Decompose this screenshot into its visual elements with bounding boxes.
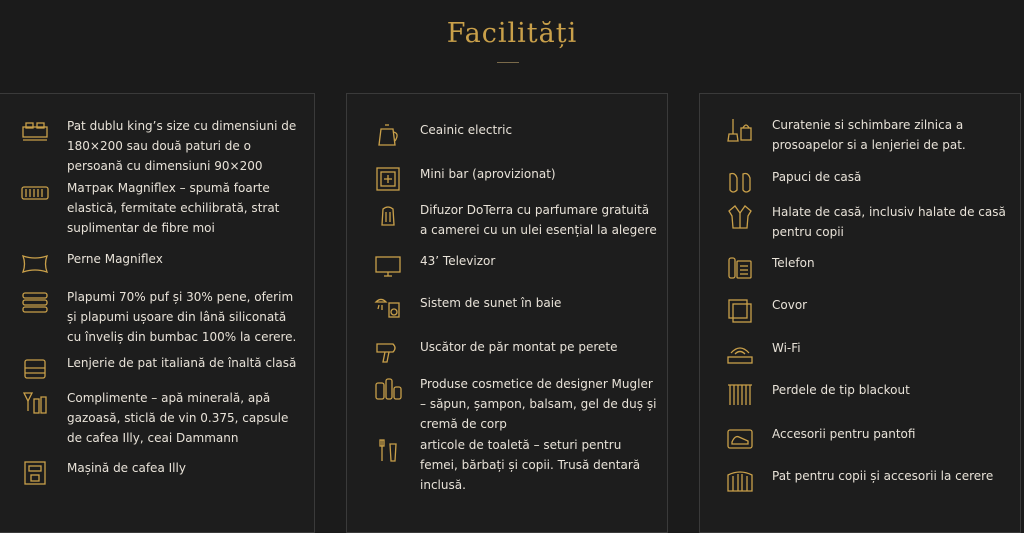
drinks-icon [19, 388, 51, 418]
cleaning-icon [724, 115, 756, 145]
list-item-label: articole de toaletă – seturi pentru femei, bărbați și copii. Trusă dentară inclusă. [420, 438, 641, 492]
list-item-label: Lenjerie de pat italiană de înaltă clasă [67, 356, 297, 370]
list-item-label: Sistem de sunet în baie [420, 296, 562, 310]
hairdryer-icon [372, 337, 404, 367]
list-item [372, 164, 657, 194]
minibar-icon [372, 164, 404, 194]
list-item [372, 337, 657, 367]
list-item-label: Produse cosmetice de designer Mugler – săpun, șampon, balsam, gel de duș și cremă de corp [420, 377, 657, 431]
blanket-icon [19, 287, 51, 317]
amenities-column-3 [699, 93, 1021, 533]
curtain-icon [724, 380, 756, 410]
list-item [724, 253, 1009, 283]
slippers-icon [724, 167, 756, 197]
list-item [19, 249, 304, 279]
list-item-label: Uscător de păr montat pe perete [420, 340, 618, 354]
list-item-label: Telefon [772, 256, 815, 270]
list-item [372, 435, 657, 495]
linen-icon [19, 353, 51, 383]
list-item-label: Papuci de casă [772, 170, 862, 184]
list-item-label: Ceainic electric [420, 123, 513, 137]
toothbrush-icon [372, 435, 404, 465]
list-item-label: Pat pentru copii și accesorii la cerere [772, 469, 994, 483]
list-item [19, 178, 304, 238]
list-item [19, 116, 304, 176]
phone-icon [724, 253, 756, 283]
list-item [372, 374, 657, 434]
mattress-icon [19, 178, 51, 208]
shower-speaker-icon [372, 293, 404, 323]
carpet-icon [724, 295, 756, 325]
list-item-label: Plapumi 70% puf și 30% pene, oferim și plapumi ușoare din lână siliconată cu înveliș din bumbac 100% la cerere. [67, 290, 297, 344]
list-item [724, 466, 1009, 496]
list-item-label: Complimente – apă minerală, apă gazoasă, sticlă de vin 0.375, capsule de cafea Illy, ceai Dammann [67, 391, 289, 445]
list-item [724, 424, 1009, 454]
bathrobe-icon [724, 202, 756, 232]
list-item-label: Difuzor DoTerra cu parfumare gratuită a camerei cu un ulei esențial la alegere [420, 203, 657, 237]
pillow-icon [19, 249, 51, 279]
list-item [372, 200, 657, 240]
list-item [724, 338, 1009, 368]
list-item [724, 115, 1009, 155]
list-item-label: Halate de casă, inclusiv halate de casă pentru copii [772, 205, 1006, 239]
coffee-machine-icon [19, 458, 51, 488]
crib-icon [724, 466, 756, 496]
list-item-label: Mini bar (aprovizionat) [420, 167, 556, 181]
list-item [724, 295, 1009, 325]
list-item [372, 251, 657, 281]
list-item-label: Covor [772, 298, 808, 312]
page-title: Facilități [446, 18, 578, 49]
shoe-accessories-icon [724, 424, 756, 454]
list-item [724, 167, 1009, 197]
list-item [19, 287, 304, 347]
list-item-label: Mașină de cafea Illy [67, 461, 186, 475]
amenities-column-2 [346, 93, 668, 533]
list-item-label: Perdele de tip blackout [772, 383, 910, 397]
list-item-label: Accesorii pentru pantofi [772, 427, 916, 441]
diffuser-icon [372, 200, 404, 230]
list-item-label: Curatenie si schimbare zilnica a prosoapelor si a lenjeriei de pat. [772, 118, 966, 152]
list-item [372, 120, 657, 150]
title-divider [497, 62, 519, 63]
list-item-label: 43’ Televizor [420, 254, 496, 268]
list-item [372, 293, 657, 323]
tv-icon [372, 251, 404, 281]
bed-icon [19, 116, 51, 146]
list-item [19, 353, 304, 383]
kettle-icon [372, 120, 404, 150]
list-item [19, 388, 304, 448]
list-item-label: Матрак Magniflex – spumă foarte elastică, fermitate echilibrată, strat suplimentar de fibre moi [67, 181, 280, 235]
list-item [19, 458, 304, 488]
list-item [724, 202, 1009, 242]
wifi-icon [724, 338, 756, 368]
list-item-label: Pat dublu king’s size cu dimensiuni de 180×200 sau două paturi de o persoană cu dimensiuni 90×200 [67, 119, 297, 173]
list-item-label: Perne Magniflex [67, 252, 163, 266]
cosmetics-icon [372, 374, 404, 404]
list-item [724, 380, 1009, 410]
list-item-label: Wi-Fi [772, 341, 801, 355]
amenities-column-1 [0, 93, 315, 533]
